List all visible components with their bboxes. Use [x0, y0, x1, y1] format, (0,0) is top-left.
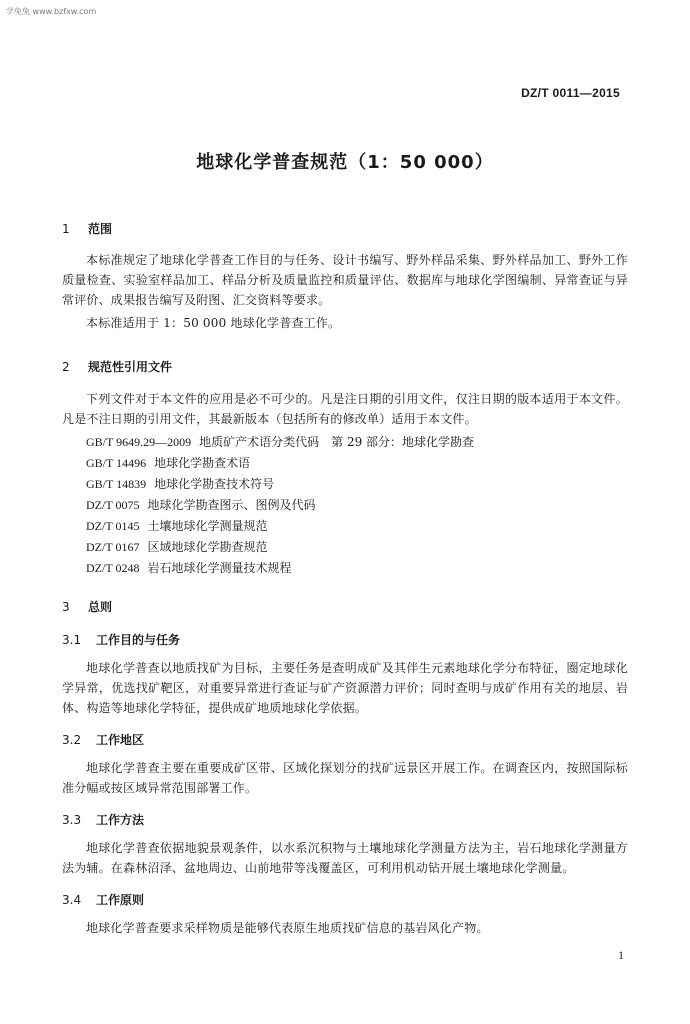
reference-item [86, 453, 474, 474]
section-number: 3.1 [62, 633, 82, 647]
reference-name: 地球化学勘查技术符号 [154, 477, 275, 491]
section-3-2-paragraph: 地球化学普查主要在重要成矿区带、区域化探划分的找矿远景区开展工作。在调查区内，按照国际标准分幅或按区域异常范围部署工作。 [62, 761, 628, 795]
section-title: 范围 [88, 222, 113, 236]
reference-code: GB/T 14496 [86, 456, 147, 470]
reference-item [86, 432, 474, 453]
section-2-intro: 下列文件对于本文件的应用是必不可少的。凡是注日期的引用文件，仅注日期的版本适用于本文件。凡是不注日期的引用文件，其最新版本（包括所有的修改单）适用于本文件。 [62, 392, 628, 426]
reference-list [86, 432, 474, 579]
section-3-1-paragraph: 地球化学普查以地质找矿为目标，主要任务是查明成矿及其伴生元素地球化学分布特征，圈定地球化学异常，优选找矿靶区，对重要异常进行查证与矿产资源潜力评价；同时查明与成矿作用有关的地层、岩体、构造等地球化学特征，提供成矿地质地球化学依据。 [62, 661, 628, 715]
section-3-3-paragraph: 地球化学普查依据地貌景观条件，以水系沉积物与土壤地球化学测量方法为主，岩石地球化学测量方法为辅。在森林沼泽、盆地周边、山前地带等浅覆盖区，可利用机动钻开展土壤地球化学测量。 [62, 841, 628, 875]
reference-code: GB/T 9649.29—2009 [86, 435, 192, 449]
section-number: 3.2 [62, 733, 82, 747]
section-number: 3 [62, 600, 70, 614]
reference-name: 土壤地球化学测量规范 [147, 519, 268, 533]
section-3-heading [62, 598, 112, 615]
reference-item [86, 495, 474, 516]
section-title: 工作地区 [96, 733, 145, 747]
section-1-paragraph-1: 本标准规定了地球化学普查工作目的与任务、设计书编写、野外样品采集、野外样品加工、野外工作质量检查、实验室样品加工、样品分析及质量监控和质量评估、数据库与地球化学图编制、异常查证与异常评价、成果报告编写及附图、汇交资料等要求。 [62, 253, 628, 307]
watermark: 学兔兔 www.bzfxw.com [6, 7, 97, 16]
section-3-2-heading [62, 731, 144, 748]
section-title: 工作目的与任务 [96, 633, 181, 647]
reference-name: 地质矿产术语分类代码 第 29 部分：地球化学勘查 [199, 435, 475, 449]
reference-name: 地球化学勘查术语 [154, 456, 251, 470]
page-number: 1 [618, 948, 624, 962]
reference-code: DZ/T 0167 [86, 540, 140, 554]
section-3-4-paragraph: 地球化学普查要求采样物质是能够代表原生地质找矿信息的基岩风化产物。 [86, 921, 489, 935]
section-title: 总则 [88, 600, 113, 614]
section-number: 1 [62, 222, 70, 236]
section-number: 3.3 [62, 813, 82, 827]
reference-item [86, 537, 474, 558]
section-number: 2 [62, 360, 70, 374]
section-3-3-heading [62, 811, 144, 828]
reference-name: 区域地球化学勘查规范 [147, 540, 268, 554]
section-title: 工作原则 [96, 893, 145, 907]
section-2-heading [62, 358, 172, 375]
section-title: 工作方法 [96, 813, 145, 827]
page-title: 地球化学普查规范（1：50 000） [196, 152, 494, 173]
reference-code: GB/T 14839 [86, 477, 147, 491]
section-title: 规范性引用文件 [88, 360, 173, 374]
section-number: 3.4 [62, 893, 82, 907]
section-1-heading [62, 220, 112, 237]
standard-code: DZ/T 0011—2015 [521, 86, 620, 100]
reference-name: 岩石地球化学测量技术规程 [147, 561, 292, 575]
section-3-4-heading [62, 891, 144, 908]
reference-item [86, 558, 474, 579]
reference-item [86, 474, 474, 495]
reference-code: DZ/T 0075 [86, 498, 140, 512]
reference-code: DZ/T 0248 [86, 561, 140, 575]
section-1-paragraph-2: 本标准适用于 1：50 000 地球化学普查工作。 [86, 316, 341, 330]
section-3-1-heading [62, 631, 180, 648]
reference-item [86, 516, 474, 537]
reference-code: DZ/T 0145 [86, 519, 140, 533]
reference-name: 地球化学勘查图示、图例及代码 [147, 498, 316, 512]
